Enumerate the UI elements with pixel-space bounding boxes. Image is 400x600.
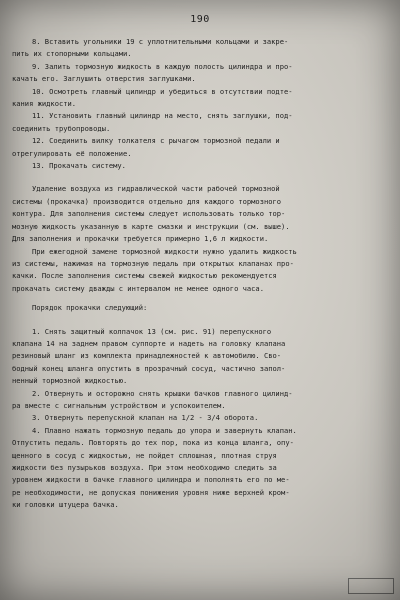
text-line: Для заполнения и прокачки требуется примерно 1,6 л жидкости. [12,234,269,244]
text-line: ки головки штуцера бачка. [12,500,119,510]
bleeding-intro-paragraph [12,183,388,295]
text-line: отрегулировать её положение. [12,148,132,158]
text-line: бодный конец шланга опустить в прозрачный сосуд, частично запол- [12,363,286,373]
text-line: резиновый шланг из комплекта принадлежностей к автомобилю. Сво- [12,351,282,361]
page-body [12,36,388,512]
text-line: системы (прокачка) производится отдельно для каждого тормозного [12,196,282,206]
text-line: щенного в сосуд с жидкостью, не пойдет сплошная, плотная струя [12,450,277,460]
text-line: мозную жидкость указанную в карте смазки и инструкции (см. выше). [12,221,290,231]
text-line: качать его. Заглушить отверстия заглушками. [12,74,196,84]
text-line: контура. Для заполнения системы следует использовать только тор- [12,209,286,219]
text-line: прокачать систему дважды с интервалом не менее одного часа. [12,283,264,293]
text-line: 10. Осмотреть главный цилиндр и убедиться в отсутствии подте- [32,86,293,96]
text-line: 9. Залить тормозную жидкость в каждую полость цилиндра и про- [32,61,293,71]
text-line: соединить трубопроводы. [12,123,111,133]
text-line: кания жидкости. [12,99,77,109]
text-line: 11. Установить главный цилиндр на место, снять заглушки, под- [32,111,293,121]
text-line: ре необходимости, не допуская понижения уровня ниже верхней кром- [12,487,290,497]
text-line: Удаление воздуха из гидравлической части рабочей тормозной [32,184,280,194]
text-line: ра вместе с сигнальным устройством и успокоителем. [12,400,226,410]
text-line: ненный тормозной жидкостью. [12,376,128,386]
text-line: При ежегодной замене тормозной жидкости нужно удалить жидкость [32,246,297,256]
text-line: 4. Плавно нажать тормозную педаль до упора и завернуть клапан. [32,425,297,435]
text-line: пить их стопорными кольцами. [12,49,132,59]
page-number: 190 [190,14,210,25]
text-line: жидкости без пузырьков воздуха. При этом необходимо следить за [12,463,277,472]
text-line: Отпустить педаль. Повторять до тех пор, пока из конца шланга, опу- [12,438,294,448]
text-line: 12. Соединить вилку толкателя с рычагом тормозной педали и [32,136,280,146]
text-line: 1. Снять защитный колпачок 13 (см. рис. 91) перепускного [32,326,272,336]
text-line: уровнем жидкости в бачке главного цилиндра и пополнять его по ме- [12,475,290,485]
procedure-heading [12,302,388,314]
text-line: из системы, нажимая на тормозную педаль при открытых клапанах про- [12,258,294,268]
steps-8-13 [12,36,388,172]
text-line: качки. После заполнения системы свежей жидкостью рекомендуется [12,271,277,281]
text-line: 8. Вставить угольники 19 с уплотнительными кольцами и закре- [32,37,289,46]
library-stamp [348,578,394,594]
text-line: 13. Прокачать систему. [32,161,126,171]
text-line: 2. Отвернуть и осторожно снять крышки бачков главного цилинд- [32,388,293,398]
text-line: 3. Отвернуть перепускной клапан на 1/2 - 3/4 оборота. [32,413,259,423]
text-line: Порядок прокачки следующий: [32,303,148,313]
text-line: клапана 14 на заднем правом суппорте и надеть на головку клапана [12,338,286,348]
bleeding-steps [12,326,388,512]
